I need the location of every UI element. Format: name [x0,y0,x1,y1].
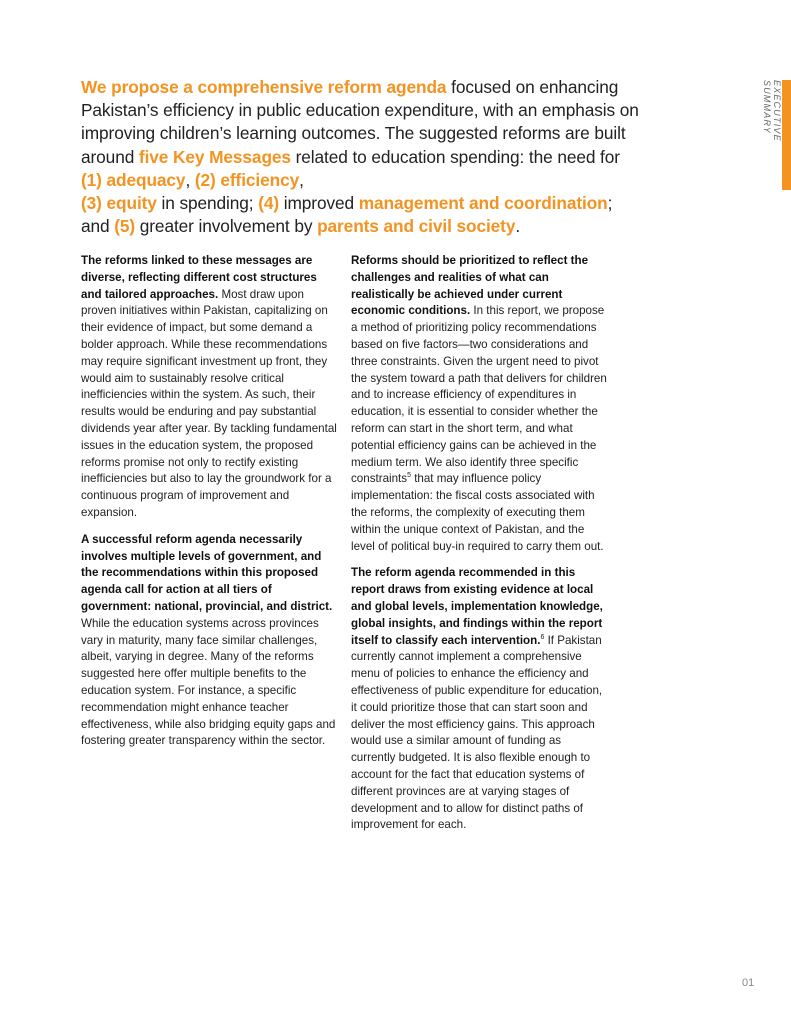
lead-text: related to education spending: the need for [290,146,620,167]
body-paragraph [351,253,607,555]
lead-highlight: (4) [258,193,280,214]
lead-text: , [185,169,195,190]
left-column [81,253,337,760]
lead-highlight: (3) equity [81,193,157,214]
page-number: 01 [742,977,755,989]
body-paragraph [81,532,337,750]
lead-highlight: (1) adequacy [81,169,186,190]
paragraph-text: Most draw upon proven initiatives within Pakistan, capitalizing on their evidence of impact, but some demand a bolder approach. While these recommendations may require significant investment up front, they would aim to sustainably resolve critical inefficiencies within the system. As such, their results would be enduring and pay substantial dividends year after year. By tackling fundamental issues in the education system, the proposed reforms promise not only to rectify existing inefficiencies but also to lay the groundwork for a continuous program of improvement and expansion. [81,287,337,519]
lead-text: , [299,169,304,190]
right-column [351,253,607,844]
paragraph-lead: The reform agenda recommended in this report draws from existing evidence at local and global levels, implementation knowledge, global insights, and findings within the report itself to classify each intervention. [351,566,603,647]
lead-highlight: five Key Messages [138,146,291,167]
paragraph-lead: Reforms should be prioritized to reflect the challenges and realities of what can realistically be achieved under current economic conditions. [351,254,589,318]
lead-text: ; and [81,193,613,237]
section-accent-bar [782,80,791,190]
paragraph-text: While the education systems across provinces vary in maturity, many face similar challenges, albeit, varying in degree. Many of the reforms suggested here offer multiple benefits to the education system. For instance, a specific recommendation might enhance teacher effectiveness, while also bridging equity gaps and fostering greater transparency within the sector. [81,616,336,748]
lead-text: in spending; [156,193,259,214]
footnote-ref[interactable]: 6 [540,633,545,641]
paragraph-lead: A successful reform agenda necessarily involves multiple levels of government, and the recommendations within this proposed agenda call for action at all tiers of government: national, provincial, and district. [81,532,333,613]
lead-text: . [515,216,521,237]
lead-highlight: (5) [114,216,136,237]
paragraph-lead: The reforms linked to these messages are diverse, reflecting different cost structures and tailored approaches. [81,254,317,301]
lead-paragraph [81,76,641,238]
lead-highlight: (2) efficiency [194,169,300,190]
lead-text: greater involvement by [135,216,318,237]
lead-text: focused on enhancing Pakistan’s efficiency in public education expenditure, with an emphasis on improving children’s learning outcomes. The suggested reforms are built around [81,77,639,167]
body-paragraph [81,253,337,522]
paragraph-text: that may influence policy implementation: the fiscal costs associated with the reforms, the complexity of executing them within the unique context of Pakistan, and the level of political buy-in required to carry them out. [351,472,604,553]
paragraph-text: In this report, we propose a method of prioritizing policy recommendations based on five factors—two considerations and three constraints. Given the urgent need to pivot the system toward a path that delivers for children and to increase efficiency of expenditures in education, it is essential to consider whether the reform can start in the short term, and what potential efficiency gains can be achieved in the medium term. We also identify three specific constraints [351,304,607,486]
lead-highlight: parents and civil society [317,216,516,237]
lead-highlight: management and coordination [358,193,608,214]
section-label: EXECUTIVE SUMMARY [762,80,782,142]
footnote-ref[interactable]: 5 [407,472,411,480]
body-paragraph [351,565,607,834]
lead-highlight: We propose a comprehensive reform agenda [81,77,447,97]
lead-text: improved [279,193,359,214]
paragraph-text: If Pakistan currently cannot implement a comprehensive menu of policies to enhance the efficiency and effectiveness of public expenditure for education, it could prioritize those that can start soon and deliver the most efficiency gains. This approach would use a similar amount of funding as currently budgeted. It is also flexible enough to account for the fact that education systems of different provinces are at varying stages of development and to allow for distinct paths of improvement for each. [351,633,603,832]
